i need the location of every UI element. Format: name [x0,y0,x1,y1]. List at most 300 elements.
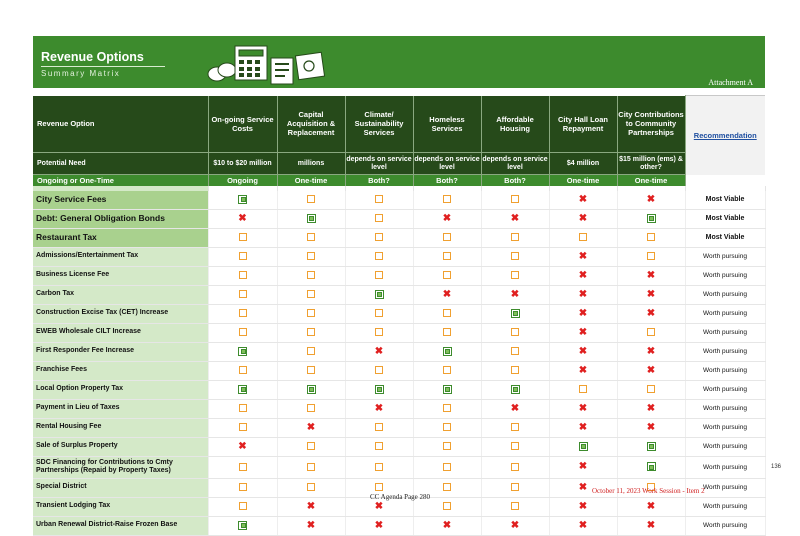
recommendation-value: Worth pursuing [685,399,765,418]
orange-box-icon [647,328,655,336]
matrix-cell [345,456,413,478]
matrix-cell [208,304,277,323]
x-mark-icon: ✖ [578,364,588,376]
x-mark-icon: ✖ [646,345,656,357]
matrix-cell [413,285,481,304]
matrix-cell [208,323,277,342]
matrix-cell [208,516,277,535]
green-checkbox-icon [238,385,247,394]
matrix-cell [277,323,345,342]
matrix-cell [617,209,685,228]
orange-box-icon [307,404,315,412]
header-category: City Hall Loan Repayment [549,96,617,153]
x-mark-icon: ✖ [306,500,316,512]
matrix-cell [277,247,345,266]
matrix-cell [345,228,413,247]
matrix-cell [617,266,685,285]
header-revenue-option: Revenue Option [33,96,208,153]
x-mark-icon: ✖ [238,440,247,452]
table-row [33,418,765,437]
x-mark-icon: ✖ [578,500,588,512]
matrix-cell [277,228,345,247]
x-mark-icon: ✖ [442,212,452,224]
matrix-cell [617,228,685,247]
revenue-option-name: Business License Fee [33,266,208,285]
header-banner [33,36,765,88]
matrix-cell [549,209,617,228]
table-row [33,342,765,361]
x-mark-icon: ✖ [646,193,656,205]
table-row [33,191,765,210]
orange-box-icon [511,328,519,336]
x-mark-icon: ✖ [578,519,588,531]
table-row [33,209,765,228]
matrix-cell [413,323,481,342]
matrix-cell [345,361,413,380]
x-mark-icon: ✖ [578,193,588,205]
matrix-cell [413,247,481,266]
x-mark-icon: ✖ [578,421,588,433]
agenda-page-label: CC Agenda Page 280 [369,493,431,501]
matrix-cell [208,191,277,210]
matrix-cell [549,323,617,342]
green-checkbox-icon [307,385,316,394]
recommendation-value: Worth pursuing [685,418,765,437]
matrix-cell [481,437,549,456]
x-mark-icon: ✖ [374,402,384,414]
header-category: Homeless Services [413,96,481,153]
orange-box-icon [443,442,451,450]
blank-cell [685,175,765,186]
x-mark-icon: ✖ [238,212,247,224]
recommendation-value: Worth pursuing [685,497,765,516]
matrix-cell [617,456,685,478]
orange-box-icon [307,309,315,317]
table-row [33,247,765,266]
matrix-cell [481,361,549,380]
orange-box-icon [443,328,451,336]
matrix-cell [208,228,277,247]
revenue-option-name: Transient Lodging Tax [33,497,208,516]
orange-box-icon [239,463,247,471]
matrix-cell [549,191,617,210]
recommendation-value: Worth pursuing [685,380,765,399]
matrix-cell [549,399,617,418]
recommendation-value: Worth pursuing [685,342,765,361]
x-mark-icon: ✖ [646,288,656,300]
matrix-cell [481,399,549,418]
x-mark-icon: ✖ [374,519,384,531]
matrix-cell [208,266,277,285]
orange-box-icon [375,483,383,491]
revenue-option-name: City Service Fees [33,191,208,210]
recommendation-value: Worth pursuing [685,285,765,304]
orange-box-icon [375,214,383,222]
matrix-cell [413,191,481,210]
orange-box-icon [443,502,451,510]
revenue-option-name: Construction Excise Tax (CET) Increase [33,304,208,323]
orange-box-icon [511,252,519,260]
orange-box-icon [239,290,247,298]
orange-box-icon [307,290,315,298]
matrix-cell [345,209,413,228]
matrix-cell [345,266,413,285]
orange-box-icon [307,252,315,260]
orange-box-icon [307,483,315,491]
matrix-cell [277,285,345,304]
header-category: Climate/ Sustainability Services [345,96,413,153]
orange-box-icon [443,309,451,317]
matrix-cell [208,361,277,380]
green-checkbox-icon [375,385,384,394]
orange-box-icon [511,442,519,450]
orange-box-icon [375,442,383,450]
matrix-cell [345,437,413,456]
matrix-cell [413,418,481,437]
need-value: millions [277,153,345,175]
matrix-cell [345,399,413,418]
revenue-option-name: Restaurant Tax [33,228,208,247]
orange-box-icon [375,252,383,260]
matrix-cell [481,418,549,437]
orange-box-icon [443,483,451,491]
orange-box-icon [579,233,587,241]
matrix-cell [345,323,413,342]
revenue-option-name: Debt: General Obligation Bonds [33,209,208,228]
matrix-cell [549,247,617,266]
revenue-option-name: Rental Housing Fee [33,418,208,437]
matrix-cell [481,228,549,247]
need-value: depends on service level [413,153,481,175]
recommendation-value: Worth pursuing [685,304,765,323]
x-mark-icon: ✖ [578,481,588,493]
revenue-option-name: Payment in Lieu of Taxes [33,399,208,418]
need-value: depends on service level [481,153,549,175]
page-title: Revenue Options [41,50,144,64]
recommendation-value: Worth pursuing [685,437,765,456]
green-checkbox-icon [307,214,316,223]
orange-box-icon [307,366,315,374]
orange-box-icon [511,233,519,241]
x-mark-icon: ✖ [578,288,588,300]
orange-box-icon [307,463,315,471]
recommendation-value: Most Viable [685,228,765,247]
matrix-cell [208,342,277,361]
x-mark-icon: ✖ [578,269,588,281]
matrix-cell [481,323,549,342]
orange-box-icon [375,195,383,203]
orange-box-icon [375,328,383,336]
x-mark-icon: ✖ [578,461,588,473]
x-mark-icon: ✖ [306,519,316,531]
recommendation-value: Worth pursuing [685,361,765,380]
matrix-cell [277,399,345,418]
recommendation-value: Worth pursuing [685,247,765,266]
recommendation-value: Worth pursuing [685,323,765,342]
matrix-cell [481,342,549,361]
orange-box-icon [443,404,451,412]
orange-box-icon [443,366,451,374]
x-mark-icon: ✖ [646,500,656,512]
matrix-cell [277,516,345,535]
orange-box-icon [307,195,315,203]
orange-box-icon [239,233,247,241]
green-checkbox-icon [238,347,247,356]
table-row [33,304,765,323]
header-category: On-going Service Costs [208,96,277,153]
orange-box-icon [307,328,315,336]
matrix-cell [277,456,345,478]
x-mark-icon: ✖ [646,402,656,414]
x-mark-icon: ✖ [442,519,452,531]
x-mark-icon: ✖ [646,364,656,376]
matrix-cell [208,418,277,437]
ongoing-value: Both? [345,175,413,186]
ongoing-value: Ongoing [208,175,277,186]
x-mark-icon: ✖ [646,307,656,319]
revenue-option-name: Special District [33,478,208,497]
x-mark-icon: ✖ [374,500,384,512]
orange-box-icon [239,366,247,374]
matrix-cell [345,342,413,361]
matrix-cell [481,285,549,304]
need-value: $15 million (ems) & other? [617,153,685,175]
table-row [33,516,765,535]
table-row [33,285,765,304]
matrix-cell [208,247,277,266]
orange-box-icon [579,385,587,393]
matrix-cell [617,247,685,266]
x-mark-icon: ✖ [510,288,520,300]
matrix-cell [617,516,685,535]
orange-box-icon [443,252,451,260]
ongoing-label: Ongoing or One-Time [33,175,208,186]
orange-box-icon [375,463,383,471]
matrix-cell [617,380,685,399]
table-row [33,266,765,285]
recommendation-value: Worth pursuing [685,456,765,478]
matrix-cell [481,209,549,228]
orange-box-icon [647,385,655,393]
matrix-cell [481,304,549,323]
x-mark-icon: ✖ [646,519,656,531]
recommendation-value: Most Viable [685,191,765,210]
recommendation-value: Worth pursuing [685,478,765,497]
recommendation-value: Worth pursuing [685,516,765,535]
matrix-cell [617,304,685,323]
orange-box-icon [375,423,383,431]
matrix-cell [481,380,549,399]
finance-illustration-icon [205,40,335,86]
green-checkbox-icon [238,521,247,530]
orange-box-icon [375,366,383,374]
matrix-cell [277,342,345,361]
matrix-cell [208,285,277,304]
matrix-cell [549,228,617,247]
matrix-cell [277,380,345,399]
orange-box-icon [511,347,519,355]
matrix-cell [345,191,413,210]
orange-box-icon [511,366,519,374]
orange-box-icon [239,309,247,317]
x-mark-icon: ✖ [578,307,588,319]
x-mark-icon: ✖ [646,421,656,433]
x-mark-icon: ✖ [374,345,384,357]
ongoing-value: One-time [549,175,617,186]
matrix-cell [413,380,481,399]
matrix-cell [413,399,481,418]
matrix-cell [617,323,685,342]
page-number: 136 [771,464,782,470]
page-subtitle: Summary Matrix [41,69,121,78]
session-label: October 11, 2023 Work Session - Item 2 [592,487,705,495]
header-category: Capital Acquisition & Replacement [277,96,345,153]
matrix-cell [277,437,345,456]
matrix-cell [617,437,685,456]
matrix-cell [208,209,277,228]
green-checkbox-icon [511,385,520,394]
orange-box-icon [443,423,451,431]
matrix-cell [481,247,549,266]
table-row [33,437,765,456]
matrix-cell [549,285,617,304]
matrix-cell [549,418,617,437]
table-row [33,361,765,380]
x-mark-icon: ✖ [306,421,316,433]
orange-box-icon [511,423,519,431]
orange-box-icon [307,442,315,450]
matrix-cell [277,361,345,380]
green-checkbox-icon [647,214,656,223]
orange-box-icon [511,502,519,510]
orange-box-icon [443,233,451,241]
recommendation-value: Worth pursuing [685,266,765,285]
x-mark-icon: ✖ [646,269,656,281]
matrix-cell [345,304,413,323]
revenue-option-name: First Responder Fee Increase [33,342,208,361]
matrix-cell [208,380,277,399]
matrix-cell [413,266,481,285]
table-row [33,228,765,247]
matrix-cell [549,266,617,285]
x-mark-icon: ✖ [578,402,588,414]
revenue-option-name: Local Option Property Tax [33,380,208,399]
orange-box-icon [239,271,247,279]
x-mark-icon: ✖ [578,326,588,338]
need-value: depends on service level [345,153,413,175]
matrix-cell [549,380,617,399]
recommendation-link[interactable]: Recommendation [685,96,765,175]
matrix-cell [277,191,345,210]
matrix-cell [549,456,617,478]
orange-box-icon [307,347,315,355]
orange-box-icon [307,271,315,279]
matrix-cell [549,342,617,361]
green-checkbox-icon [647,442,656,451]
x-mark-icon: ✖ [442,288,452,300]
green-checkbox-icon [375,290,384,299]
orange-box-icon [375,271,383,279]
matrix-cell [413,209,481,228]
x-mark-icon: ✖ [578,250,588,262]
orange-box-icon [647,233,655,241]
matrix-cell [481,191,549,210]
ongoing-value: One-time [617,175,685,186]
matrix-cell [413,342,481,361]
matrix-cell [549,304,617,323]
revenue-option-name: Urban Renewal District-Raise Frozen Base [33,516,208,535]
matrix-cell [413,516,481,535]
attachment-label: Attachment A [708,78,753,87]
revenue-option-name: Carbon Tax [33,285,208,304]
x-mark-icon: ✖ [578,212,588,224]
orange-box-icon [239,252,247,260]
matrix-cell [208,456,277,478]
orange-box-icon [307,233,315,241]
x-mark-icon: ✖ [510,212,520,224]
matrix-cell [345,418,413,437]
orange-box-icon [239,328,247,336]
green-checkbox-icon [579,442,588,451]
matrix-cell [345,247,413,266]
header-category: Affordable Housing [481,96,549,153]
orange-box-icon [511,271,519,279]
revenue-option-name: SDC Financing for Contributions to Cmty Partnerships (Repaid by Property Taxes) [33,456,208,478]
potential-need-label: Potential Need [33,153,208,175]
ongoing-value: Both? [481,175,549,186]
matrix-cell [345,380,413,399]
matrix-cell [617,418,685,437]
matrix-cell [208,437,277,456]
orange-box-icon [375,233,383,241]
green-checkbox-icon [511,309,520,318]
matrix-cell [617,285,685,304]
orange-box-icon [239,423,247,431]
matrix-cell [277,304,345,323]
revenue-option-name: Franchise Fees [33,361,208,380]
matrix-cell [617,191,685,210]
ongoing-value: Both? [413,175,481,186]
orange-box-icon [239,404,247,412]
orange-box-icon [511,483,519,491]
orange-box-icon [239,483,247,491]
matrix-cell [277,266,345,285]
x-mark-icon: ✖ [578,345,588,357]
orange-box-icon [511,195,519,203]
orange-box-icon [647,252,655,260]
matrix-cell [413,437,481,456]
matrix-cell [208,399,277,418]
matrix-cell [617,399,685,418]
matrix-cell [345,516,413,535]
matrix-cell [481,266,549,285]
matrix-cell [617,361,685,380]
orange-box-icon [443,463,451,471]
matrix-cell [277,418,345,437]
orange-box-icon [511,463,519,471]
table-row [33,399,765,418]
x-mark-icon: ✖ [510,519,520,531]
matrix-cell [413,361,481,380]
orange-box-icon [375,309,383,317]
table-row [33,323,765,342]
matrix-cell [617,342,685,361]
matrix-body [33,191,765,536]
matrix-cell [481,516,549,535]
revenue-option-name: Sale of Surplus Property [33,437,208,456]
matrix-cell [345,285,413,304]
matrix-cell [549,437,617,456]
